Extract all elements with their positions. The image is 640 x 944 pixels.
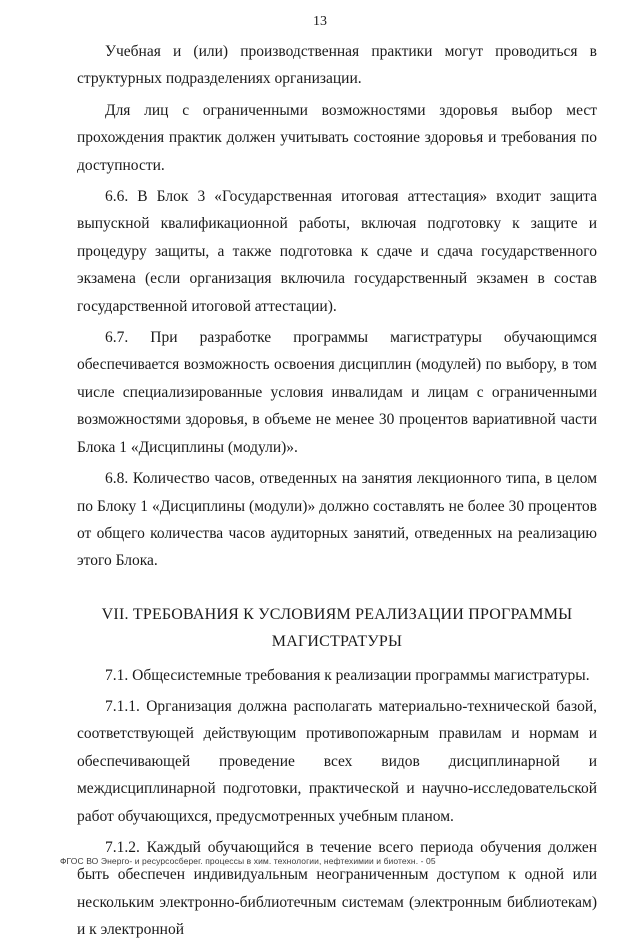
paragraph-7-1-2: 7.1.2. Каждый обучающийся в течение всего периода обучения должен быть обеспечен индивидуальным неограниченным доступом к одной или нескольким электронно-библиотечным системам (электронным библиотекам) и к электронной [77, 838, 597, 939]
paragraph-6-8: 6.8. Количество часов, отведенных на занятия лекционного типа, в целом по Блоку 1 «Дисциплины (модули)» должно составлять не более 30 процентов от общего количества часов аудиторных занятий, отведенных на реализацию этого Блока. [77, 470, 597, 570]
paragraph-6-6: 6.6. В Блок 3 «Государственная итоговая аттестация» входит защита выпускной квалификационной работы, включая подготовку к защите и процедуру защиты, а также подготовка к сдаче и сдача государственного экзамена (если организация включила государственный экзамен в состав государственной итоговой аттестации). [77, 188, 597, 315]
paragraph-7-1-1: 7.1.1. Организация должна располагать материально-технической базой, соответствующей действующим противопожарным правилам и нормам и обеспечивающей проведение всех видов дисциплинарной и междисциплинарной подготовки, практической и научно-исследовательской работ обучающихся, предусмотренных учебным планом. [77, 697, 597, 825]
section-heading-line-1: VII. ТРЕБОВАНИЯ К УСЛОВИЯМ РЕАЛИЗАЦИИ ПРОГРАММЫ [101, 605, 573, 623]
document-footer: ФГОС ВО Энерго- и ресурсосберег. процессы в хим. технологии, нефтехимии и биотехн. - 05 [60, 856, 436, 866]
page-body [77, 38, 597, 944]
paragraph-practice-location: Учебная и (или) производственная практики могут проводиться в структурных подразделениях организации. [77, 43, 597, 88]
paragraph-disability-practice: Для лиц с ограниченными возможностями здоровья выбор мест прохождения практик должен учитывать состояние здоровья и требования по доступности. [77, 101, 597, 174]
section-heading [77, 601, 597, 656]
paragraph-6-7: 6.7. При разработке программы магистратуры обучающимся обеспечивается возможность освоения дисциплин (модулей) по выбору, в том числе специализированные условия инвалидам и лицам с ограниченными возможностями здоровья, в объеме не менее 30 процентов вариативной части Блока 1 «Дисциплины (модули)». [77, 329, 597, 456]
paragraph-7-1: 7.1. Общесистемные требования к реализации программы магистратуры. [105, 666, 590, 684]
section-heading-line-2: МАГИСТРАТУРЫ [271, 633, 403, 651]
page-number: 13 [313, 14, 327, 29]
